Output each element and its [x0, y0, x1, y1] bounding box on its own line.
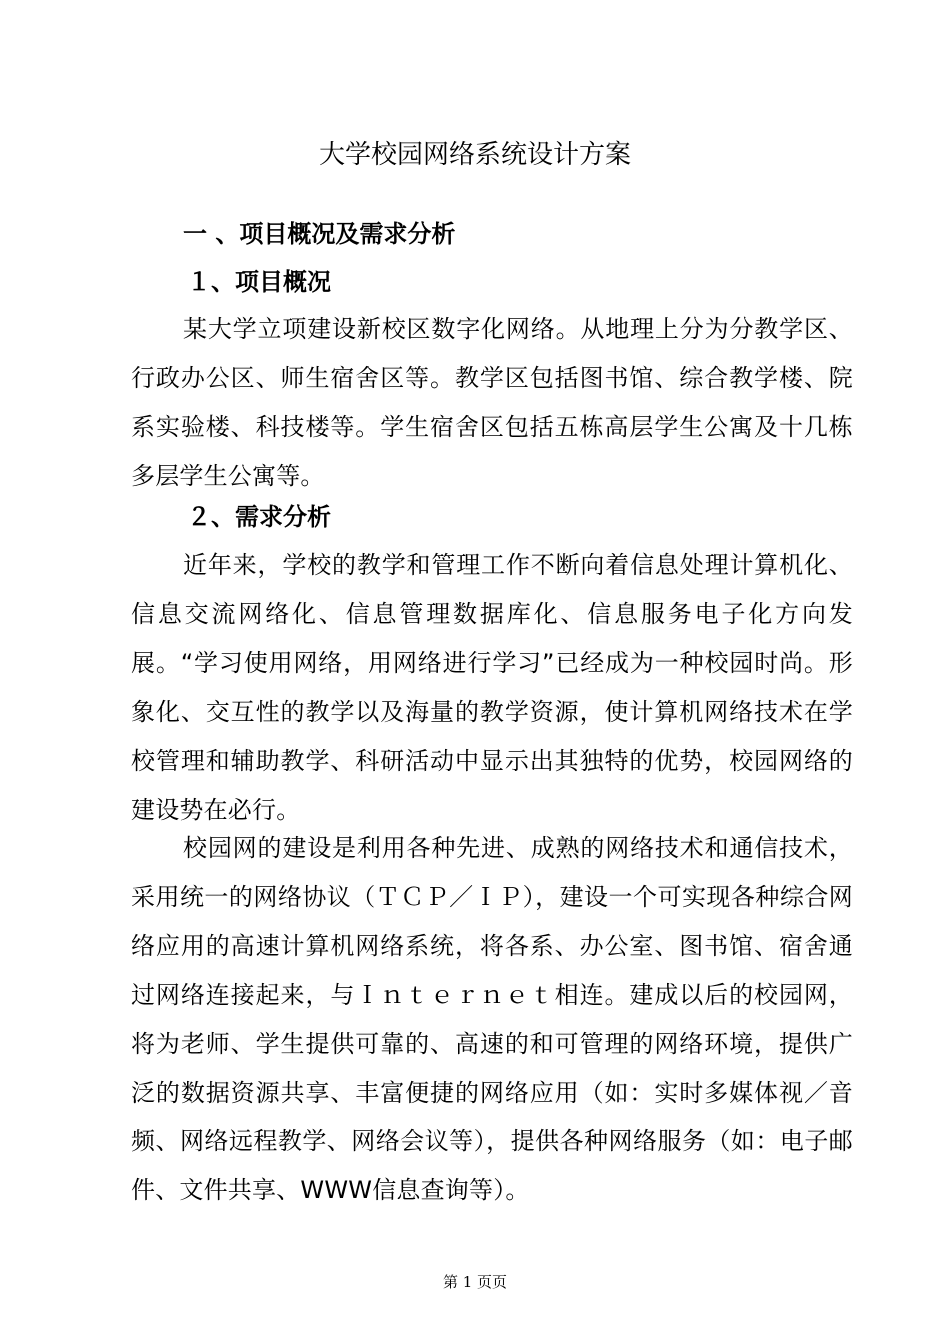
- section-heading-overview-and-requirements: 一 、项目概况及需求分析: [183, 220, 456, 248]
- paragraph-campus-network-construction: 校园网的建设是利用各种先进、成熟的网络技术和通信技术，采用统一的网络协议（ＴＣＰ／ＩＰ），建设一个可实现各种综合网络应用的高速计算机网络系统，将各系、办公室、图书馆、宿舍通过网络连接起来，与Ｉｎｔｅｒｎｅｔ相连。建成以后的校园网，将为老师、学生提供可靠的、高速的和可管理的网络环境，提供广泛的数据资源共享、丰富便捷的网络应用（如：实时多媒体视／音频、网络远程教学、网络会议等），提供各种网络服务（如：电子邮件、文件共享、WWW信息查询等）。: [131, 834, 853, 1205]
- page-number-footer: 第 1 页页: [442, 1273, 508, 1291]
- subsection-heading-project-overview: １、项目概况: [187, 268, 331, 296]
- subsection-heading-requirements-analysis: ２、需求分析: [187, 503, 331, 531]
- paragraph-requirements-analysis: 近年来，学校的教学和管理工作不断向着信息处理计算机化、信息交流网络化、信息管理数据库化、信息服务电子化方向发展。“学习使用网络，用网络进行学习”已经成为一种校园时尚。形象化、交互性的教学以及海量的教学资源，使计算机网络技术在学校管理和辅助教学、科研活动中显示出其独特的优势，校园网络的建设势在必行。: [131, 551, 853, 824]
- document-title: 大学校园网络系统设计方案: [318, 140, 631, 170]
- paragraph-project-overview: 某大学立项建设新校区数字化网络。从地理上分为分教学区、行政办公区、师生宿舍区等。教学区包括图书馆、综合教学楼、院系实验楼、科技楼等。学生宿舍区包括五栋高层学生公寓及十几栋多层学生公寓等。: [131, 315, 853, 490]
